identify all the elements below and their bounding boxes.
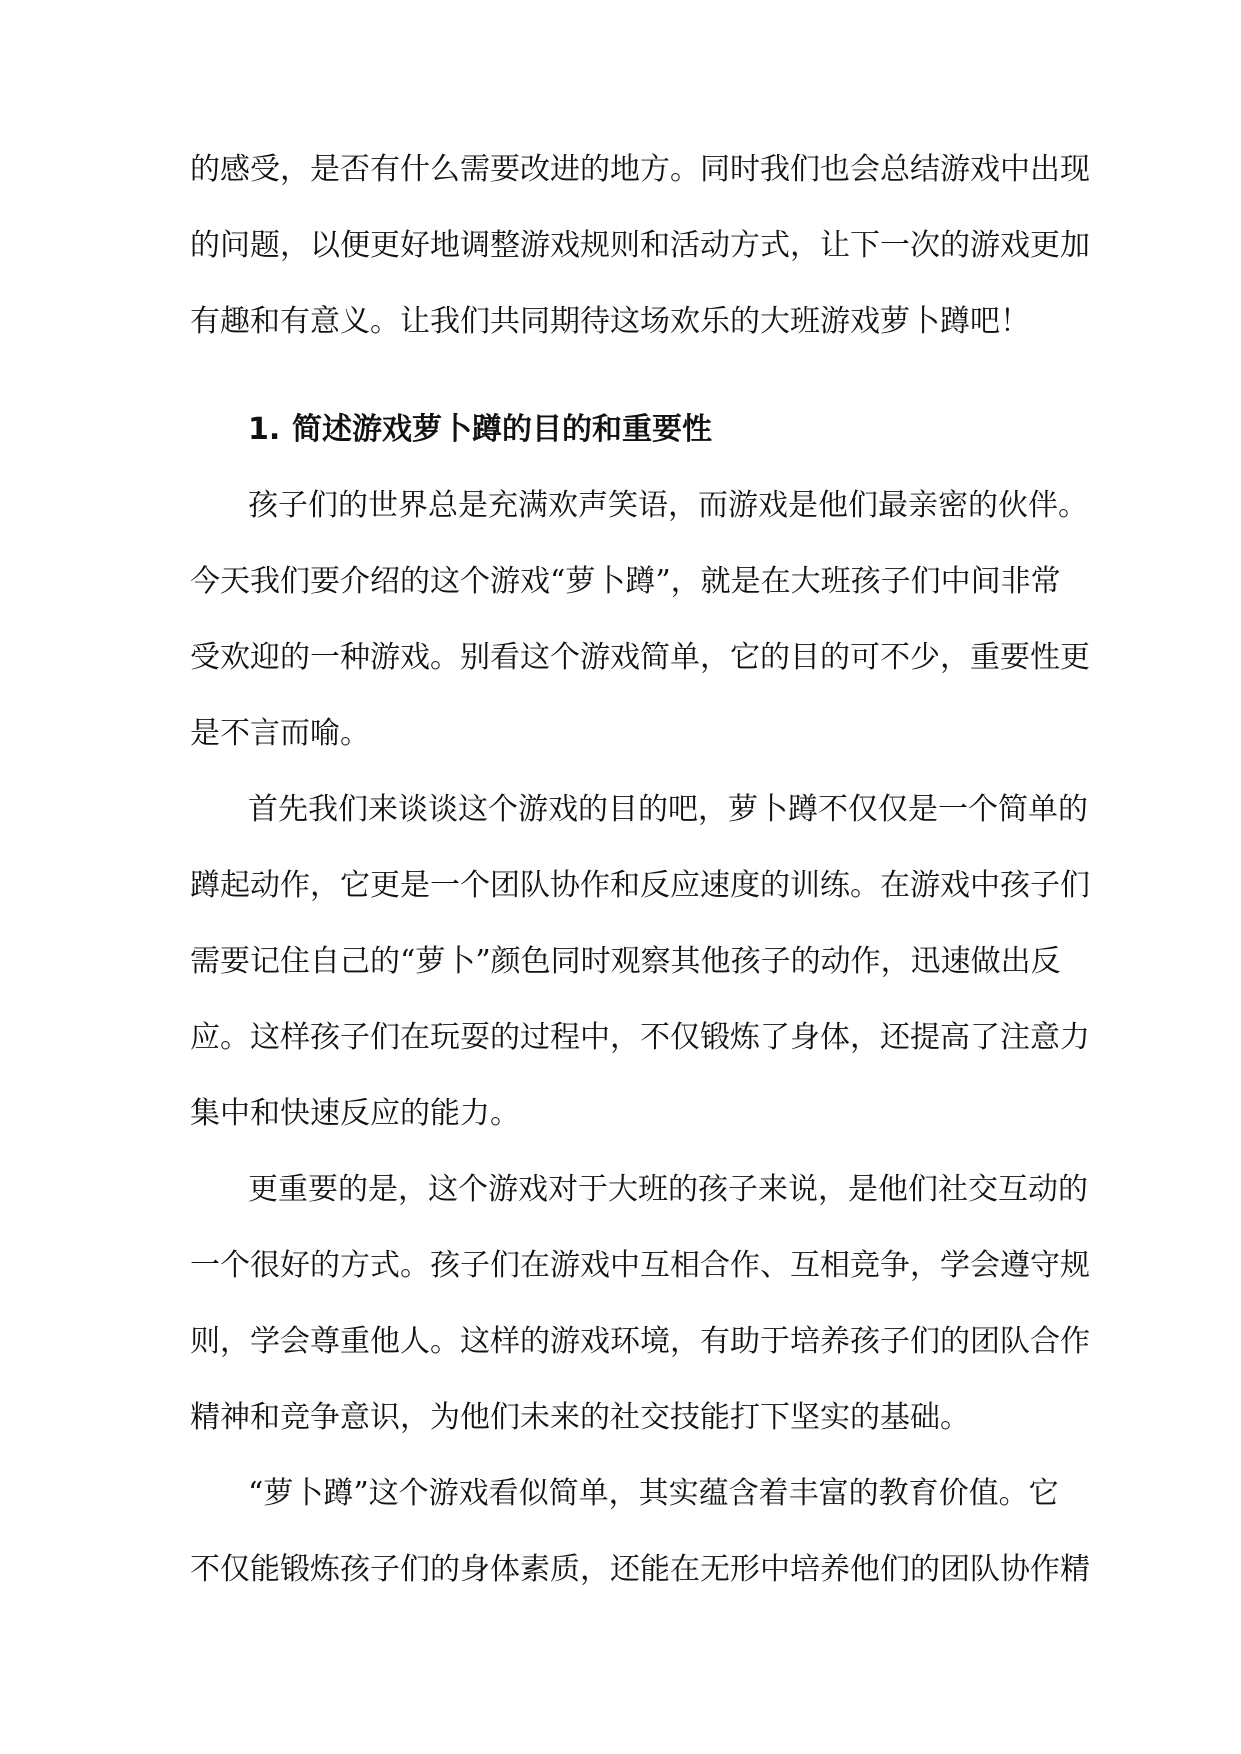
text-line: 集中和快速反应的能力。	[190, 1096, 520, 1131]
text-line: 精神和竞争意识，为他们未来的社交技能打下坚实的基础。	[190, 1400, 970, 1435]
text-line: 不仅能锻炼孩子们的身体素质，还能在无形中培养他们的团队协作精	[190, 1552, 1090, 1587]
text-line: 一个很好的方式。孩子们在游戏中互相合作、互相竞争，学会遵守规	[190, 1248, 1090, 1283]
section-heading	[248, 410, 712, 450]
section-number: 1.	[248, 412, 281, 447]
text-line: 孩子们的世界总是充满欢声笑语，而游戏是他们最亲密的伙伴。	[248, 488, 1088, 523]
text-line: 的感受，是否有什么需要改进的地方。同时我们也会总结游戏中出现	[190, 152, 1090, 187]
text-line: 首先我们来谈谈这个游戏的目的吧，萝卜蹲不仅仅是一个简单的	[248, 792, 1088, 827]
text-line: 更重要的是，这个游戏对于大班的孩子来说，是他们社交互动的	[248, 1172, 1088, 1207]
text-line: 需要记住自己的“萝卜”颜色同时观察其他孩子的动作，迅速做出反	[190, 944, 1061, 979]
text-line: 的问题，以便更好地调整游戏规则和活动方式，让下一次的游戏更加	[190, 228, 1090, 263]
text-line: 今天我们要介绍的这个游戏“萝卜蹲”，就是在大班孩子们中间非常	[190, 564, 1061, 599]
text-line: 是不言而喻。	[190, 716, 370, 751]
text-line: 有趣和有意义。让我们共同期待这场欢乐的大班游戏萝卜蹲吧！	[190, 304, 1030, 339]
text-line: 应。这样孩子们在玩耍的过程中，不仅锻炼了身体，还提高了注意力	[190, 1020, 1090, 1055]
text-line: “萝卜蹲”这个游戏看似简单，其实蕴含着丰富的教育价值。它	[248, 1476, 1059, 1511]
section-title: 简述游戏萝卜蹲的目的和重要性	[292, 412, 712, 447]
text-line: 则，学会尊重他人。这样的游戏环境，有助于培养孩子们的团队合作	[190, 1324, 1090, 1359]
text-line: 蹲起动作，它更是一个团队协作和反应速度的训练。在游戏中孩子们	[190, 868, 1090, 903]
text-line: 受欢迎的一种游戏。别看这个游戏简单，它的目的可不少，重要性更	[190, 640, 1090, 675]
